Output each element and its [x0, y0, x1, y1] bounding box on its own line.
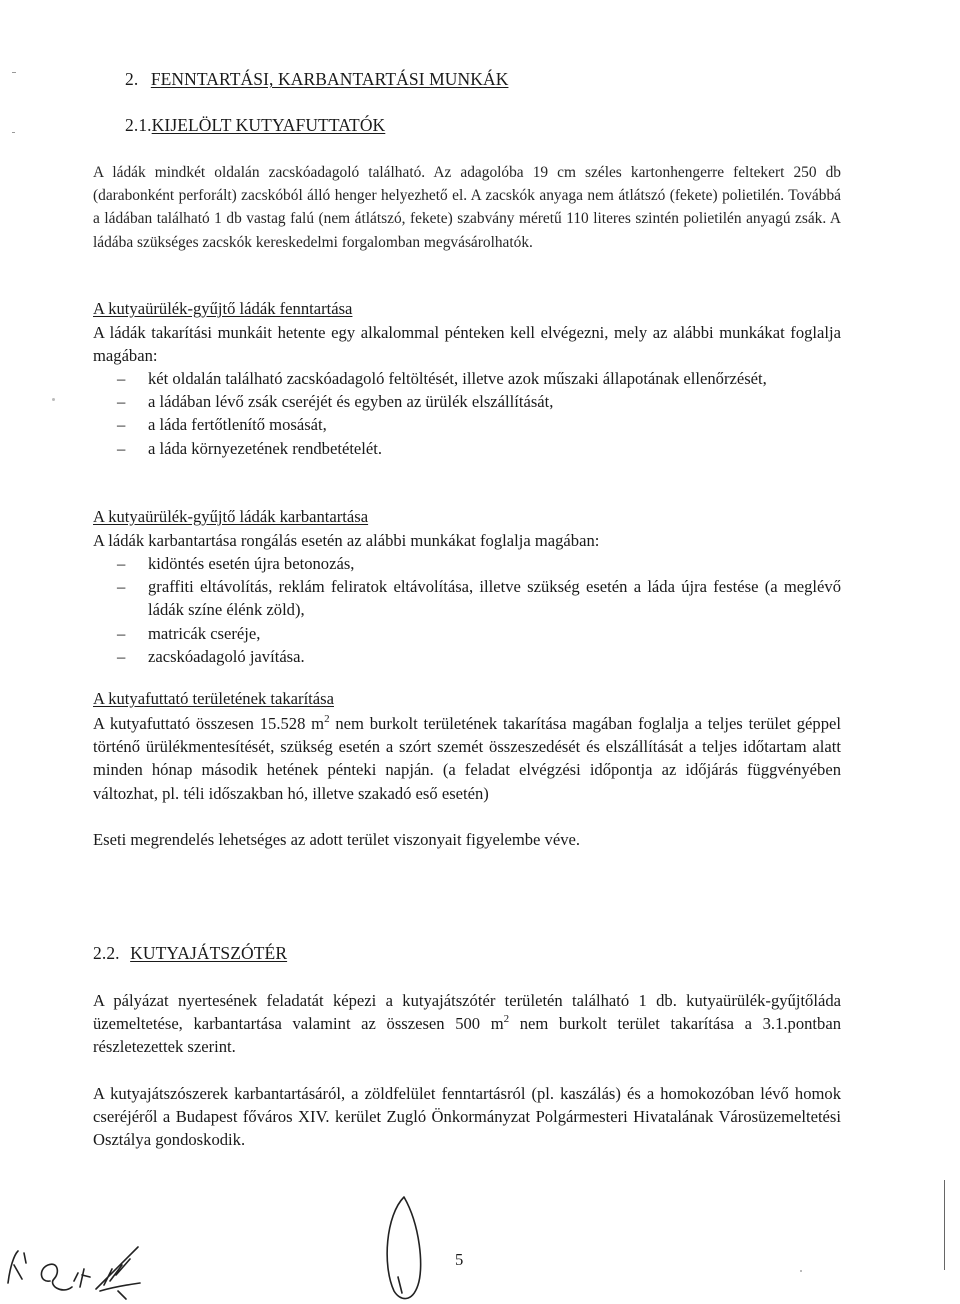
list-item-text: kidöntés esetén újra betonozás, [148, 554, 355, 573]
handwritten-initials [0, 1195, 960, 1304]
subsection-number: 2.1. [125, 115, 152, 135]
repair-paragraph: A ládák karbantartása rongálás esetén az alábbi munkákat foglalja magában: [93, 531, 600, 550]
list-item [93, 390, 841, 413]
cleaning-text-start: A kutyafuttató összesen 15.528 m [93, 714, 325, 733]
list-item [93, 622, 841, 645]
subsection-number: 2.2. [93, 943, 120, 963]
section-heading [125, 69, 508, 90]
list-item-text: zacskóadagoló javítása. [148, 646, 305, 666]
subsection-heading [125, 115, 385, 136]
intro-paragraph: A ládák mindkét oldalán zacskóadagoló található. Az adagolóba 19 cm széles kartonhengerre feltekert 250 db (darabonként perforált) zacskóból álló henger helyezhető el. A zacskók anyaga nem átlátszó (fekete) polietilén. Továbbá a ládában található 1 db vastag falú (nem átlátszó, fekete) szabvány méretű 110 literes szintén polietilén anyagú zsák. A ládába szükséges zacskók kereskedelmi forgalomban megvásárolhatók. [93, 164, 841, 251]
list-item-text: a láda fertőtlenítő mosását, [148, 415, 327, 435]
section-title: FENNTARTÁSI, KARBANTARTÁSI MUNKÁK [150, 69, 509, 89]
dash-bullet: – [117, 415, 126, 435]
list-item [93, 367, 841, 390]
scan-dot [800, 1270, 802, 1272]
scan-edge-line [944, 1180, 945, 1270]
dash-bullet: – [117, 438, 126, 458]
list-item-text: a láda környezetének rendbetételét. [148, 438, 383, 458]
list-item-text: matricák cseréje, [148, 623, 261, 643]
page-number: 5 [455, 1250, 464, 1269]
playground-paragraph-2: A kutyajátszószerek karbantartásáról, a zöldfelület fenntartásról (pl. kaszálás) és a homokozóban lévő homok cseréjéről a Budapest főváros XIV. kerület Zugló Önkormányzat Polgármesteri Hivatalának Városüzemeltetési Osztálya gondoskodik. [93, 1084, 841, 1150]
dash-bullet: – [117, 577, 126, 597]
list-item-text: két oldalán található zacskóadagoló feltöltését, illetve azok műszaki állapotának ellenőrzését, [148, 369, 767, 388]
list-item [93, 645, 841, 668]
scan-dot [52, 398, 55, 401]
list-item [93, 413, 841, 436]
maintenance-heading: A kutyaürülék-gyűjtő ládák fenntartása [93, 299, 353, 318]
maintenance-list [93, 367, 841, 460]
list-item-text: a ládában lévő zsák cseréjét és egyben az ürülék elszállítását, [148, 392, 554, 412]
list-item [93, 575, 841, 621]
cleaning-paragraph [93, 712, 841, 805]
dash-bullet: – [117, 554, 126, 573]
section-number: 2. [125, 69, 139, 89]
list-item [93, 552, 841, 575]
repair-list [93, 552, 841, 668]
order-note: Eseti megrendelés lehetséges az adott terület viszonyait figyelembe véve. [93, 830, 581, 849]
playground-text-start: A pályázat nyertesének feladatát képezi a kutyajátszótér területén található 1 db. kutyaürülék-gyűjtőláda üzemeltetése, karbantartása valamint az összesen 500 m [93, 991, 841, 1034]
subsection-title: KIJELÖLT KUTYAFUTTATÓK [151, 115, 386, 135]
superscript: 2 [503, 1013, 510, 1026]
subsection-heading-2 [93, 943, 287, 964]
subsection-title: KUTYAJÁTSZÓTÉR [130, 943, 288, 963]
playground-paragraph-1 [93, 989, 841, 1059]
superscript: 2 [324, 713, 330, 725]
cleaning-heading: A kutyafuttató területének takarítása [93, 689, 334, 708]
repair-heading: A kutyaürülék-gyűjtő ládák karbantartása [93, 507, 369, 526]
dash-bullet: – [117, 392, 126, 412]
scan-dot [12, 132, 15, 133]
playground-text-end: nem burkolt terület takarítása a 3.1.pontban részletezettek szerint. [93, 1014, 841, 1057]
dash-bullet: – [117, 369, 126, 388]
dash-bullet: – [117, 623, 126, 643]
list-item [93, 437, 841, 460]
list-item-text: graffiti eltávolítás, reklám feliratok eltávolítása, illetve szükség esetén a láda újra festése (a meglévő ládák színe élénk zöld), [148, 577, 841, 620]
maintenance-paragraph: A ládák takarítási munkáit hetente egy alkalommal pénteken kell elvégezni, mely az alábbi munkákat foglalja magában: [93, 323, 841, 366]
cleaning-text-end: nem burkolt területének takarítása magában foglalja a teljes terület géppel történő ürülékmentesítését, szükség esetén a szórt szemét összeszedését és elszállítását a teljes időtartam alatt minden hónap második hetének pénteki napján. (a feladat elvégzési időpontja az időjárás függvényében változhat, pl. téli időszakban hó, illetve szakadó eső esetén) [93, 714, 841, 803]
dash-bullet: – [117, 646, 126, 666]
scan-dot [12, 72, 16, 73]
